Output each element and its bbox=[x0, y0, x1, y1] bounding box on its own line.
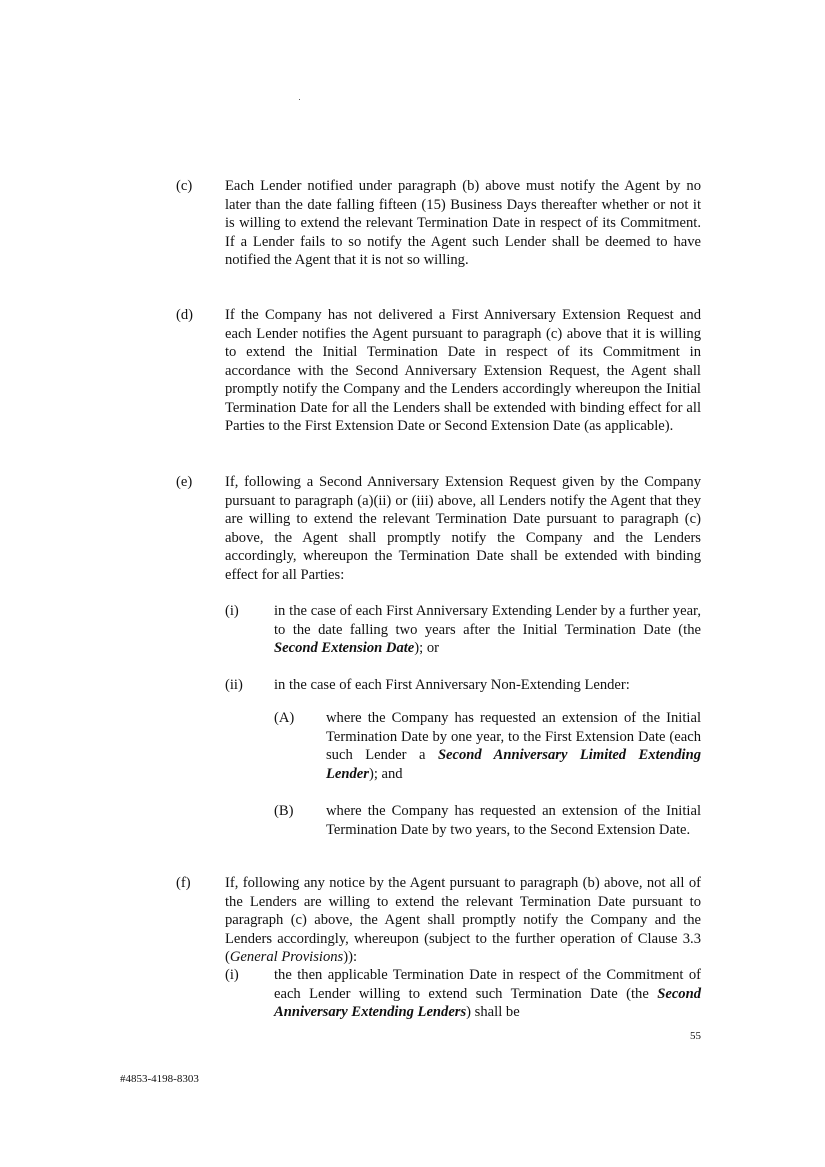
paragraph-c-label: (c) bbox=[176, 178, 193, 194]
paragraph-e-ii-B-label: (B) bbox=[274, 803, 294, 819]
paragraph-f-i bbox=[176, 966, 701, 1022]
page-number: 55 bbox=[690, 1030, 701, 1042]
paragraph-e-ii-A bbox=[176, 709, 701, 783]
paragraph-e-i-label: (i) bbox=[225, 603, 239, 619]
paragraph-e-ii-A-label: (A) bbox=[274, 710, 295, 726]
stray-mark bbox=[299, 99, 300, 100]
paragraph-e-ii-text: in the case of each First Anniversary Non-Extending Lender: bbox=[274, 677, 630, 693]
paragraph-e-ii-label: (ii) bbox=[225, 677, 243, 693]
paragraph-e-ii-A-text: where the Company has requested an extension of the Initial Termination Date by one year, to the First Extension Date (each such Lender a Second Anniversary Limited Extending Lender); and bbox=[326, 710, 701, 782]
paragraph-e-text: If, following a Second Anniversary Extension Request given by the Company pursuant to paragraph (a)(ii) or (iii) above, all Lenders notify the Agent that they are willing to extend the relevant Termination Date pursuant to paragraph (c) above, the Agent shall promptly notify the Company and the Lenders accordingly, whereupon the Termination Date shall be extended with binding effect for all Parties: bbox=[225, 474, 701, 583]
paragraph-c bbox=[176, 177, 701, 270]
paragraph-d-label: (d) bbox=[176, 307, 194, 323]
paragraph-f-text: If, following any notice by the Agent pursuant to paragraph (b) above, not all of the Lenders are willing to extend the relevant Termination Date pursuant to paragraph (c) above, the Agent shall promptly notify the Company and the Lenders accordingly, whereupon (subject to the further operation of Clause 3.3 (General Provisions)): bbox=[225, 875, 701, 965]
paragraph-f bbox=[176, 874, 701, 967]
paragraph-d bbox=[176, 306, 701, 436]
paragraph-e-ii bbox=[176, 676, 701, 695]
paragraph-f-i-text: the then applicable Termination Date in respect of the Commitment of each Lender willing to extend such Termination Date (the Second Anniversary Extending Lenders) shall be bbox=[274, 967, 701, 1020]
paragraph-e-i-text: in the case of each First Anniversary Extending Lender by a further year, to the date falling two years after the Initial Termination Date (the Second Extension Date); or bbox=[274, 603, 701, 656]
paragraph-f-i-label: (i) bbox=[225, 967, 239, 983]
document-id: #4853-4198-8303 bbox=[120, 1073, 199, 1085]
paragraph-e bbox=[176, 473, 701, 584]
clause-reference-general-provisions: General Provisions bbox=[229, 949, 344, 965]
defined-term-second-extension-date: Second Extension Date bbox=[274, 640, 415, 656]
paragraph-e-ii-B bbox=[176, 802, 701, 839]
defined-term-second-anniversary-limited-extending-lender: Second Anniversary Limited Extending Lender bbox=[326, 747, 701, 782]
paragraph-d-text: If the Company has not delivered a First Anniversary Extension Request and each Lender notifies the Agent pursuant to paragraph (c) above that it is willing to extend the Initial Termination Date in respect of its Commitment in accordance with the Second Anniversary Extension Request, the Agent shall promptly notify the Company and the Lenders accordingly whereupon the Initial Termination Date for all the Lenders shall be extended with binding effect for all Parties to the First Extension Date or Second Extension Date (as applicable). bbox=[225, 307, 701, 434]
paragraph-e-ii-B-text: where the Company has requested an extension of the Initial Termination Date by two years, to the Second Extension Date. bbox=[326, 803, 701, 838]
paragraph-e-label: (e) bbox=[176, 474, 193, 490]
paragraph-f-label: (f) bbox=[176, 875, 191, 891]
defined-term-second-anniversary-extending-lenders: Second Anniversary Extending Lenders bbox=[274, 985, 701, 1020]
paragraph-e-i bbox=[176, 602, 701, 658]
paragraph-c-text: Each Lender notified under paragraph (b) above must notify the Agent by no later than the date falling fifteen (15) Business Days thereafter whether or not it is willing to extend the relevant Termination Date in respect of its Commitment. If a Lender fails to so notify the Agent such Lender shall be deemed to have notified the Agent that it is not so willing. bbox=[225, 178, 701, 268]
